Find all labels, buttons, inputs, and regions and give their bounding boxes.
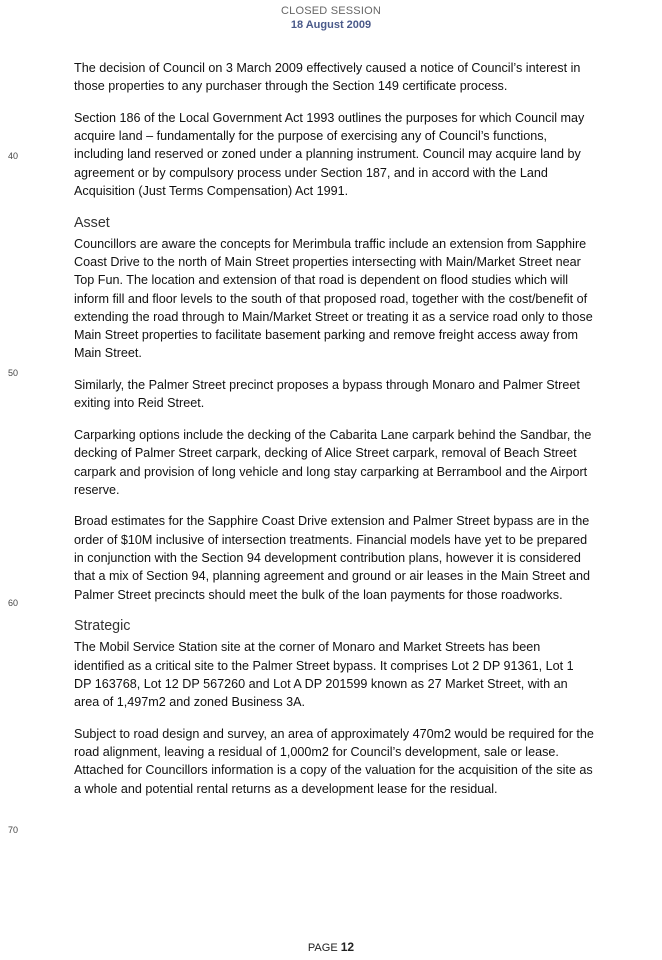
line-number: 70 <box>8 825 19 835</box>
section-heading-strategic: Strategic <box>74 618 131 635</box>
page-number: 12 <box>340 940 355 954</box>
paragraph: The Mobil Service Station site at the corner of Monaro and Market Streets has been identified as a critical site to the Palmer Street bypass. It comprises Lot 2 DP 91361, Lot 1 DP 163768, Lot 12 DP 567260 and Lot A DP 201599 known as 27 Market Street, with an area of 1,497m2 and zoned Business 3A. <box>74 640 574 710</box>
paragraph: Section 186 of the Local Government Act 1993 outlines the purposes for which Council may acquire land – fundamentally for the purpose of exercising any of Council’s functions, including land reserved or zoned under a planning instrument. Council may acquire land by agreement or by compulsory process under Section 187, and in accord with the Land Acquisition (Just Terms Compensation) Act 1991. <box>74 110 585 199</box>
document-body <box>74 59 594 811</box>
paragraph: Councillors are aware the concepts for Merimbula traffic include an extension from Sapphire Coast Drive to the north of Main Street properties intersecting with Main/Market Street near Top Fun. The location and extension of that road is dependent on flood studies which will inform fill and floor levels to the south of that proposed road, together with the cost/benefit of extending the road through to Main/Market Street or treating it as a service road only to those Main Street properties to facilitate basement parking and remove freight access away from Main Street. <box>74 236 593 361</box>
paragraph: Broad estimates for the Sapphire Coast Drive extension and Palmer Street bypass are in the order of $10M inclusive of intersection treatments. Financial models have yet to be prepared in conjunction with the Section 94 development contribution plans, however it is considered that a mix of Section 94, planning agreement and ground or air leases in the Main Street and Palmer Street precincts should meet the bulk of the loan payments for those roadworks. <box>74 514 590 602</box>
paragraph: The decision of Council on 3 March 2009 effectively caused a notice of Council’s interest in those properties to any purchaser through the Section 149 certificate process. <box>74 61 581 94</box>
line-number: 60 <box>8 598 19 608</box>
line-number: 40 <box>8 151 19 161</box>
page-header <box>0 4 662 32</box>
paragraph: Subject to road design and survey, an area of approximately 470m2 would be required for the road alignment, leaving a residual of 1,000m2 for Council’s development, sale or lease. Attached for Councillors information is a copy of the valuation for the acquisition of the site as a whole and potential rental returns as a development lease for the residual. <box>74 726 594 796</box>
paragraph: Similarly, the Palmer Street precinct proposes a bypass through Monaro and Palmer Street exiting into Reid Street. <box>74 378 580 411</box>
line-number: 50 <box>8 368 19 378</box>
page-footer <box>0 940 662 954</box>
paragraph: Carparking options include the decking of the Cabarita Lane carpark behind the Sandbar, the decking of Palmer Street carpark, decking of Alice Street carpark, removal of Beach Street carpark and provision of long vehicle and long stay carparking at Berrambool and the Airport reserve. <box>74 427 592 497</box>
meeting-date: 18 August 2009 <box>290 19 372 31</box>
page-label: PAGE <box>307 942 338 954</box>
session-label: CLOSED SESSION <box>281 5 381 17</box>
section-heading-asset: Asset <box>74 214 110 231</box>
